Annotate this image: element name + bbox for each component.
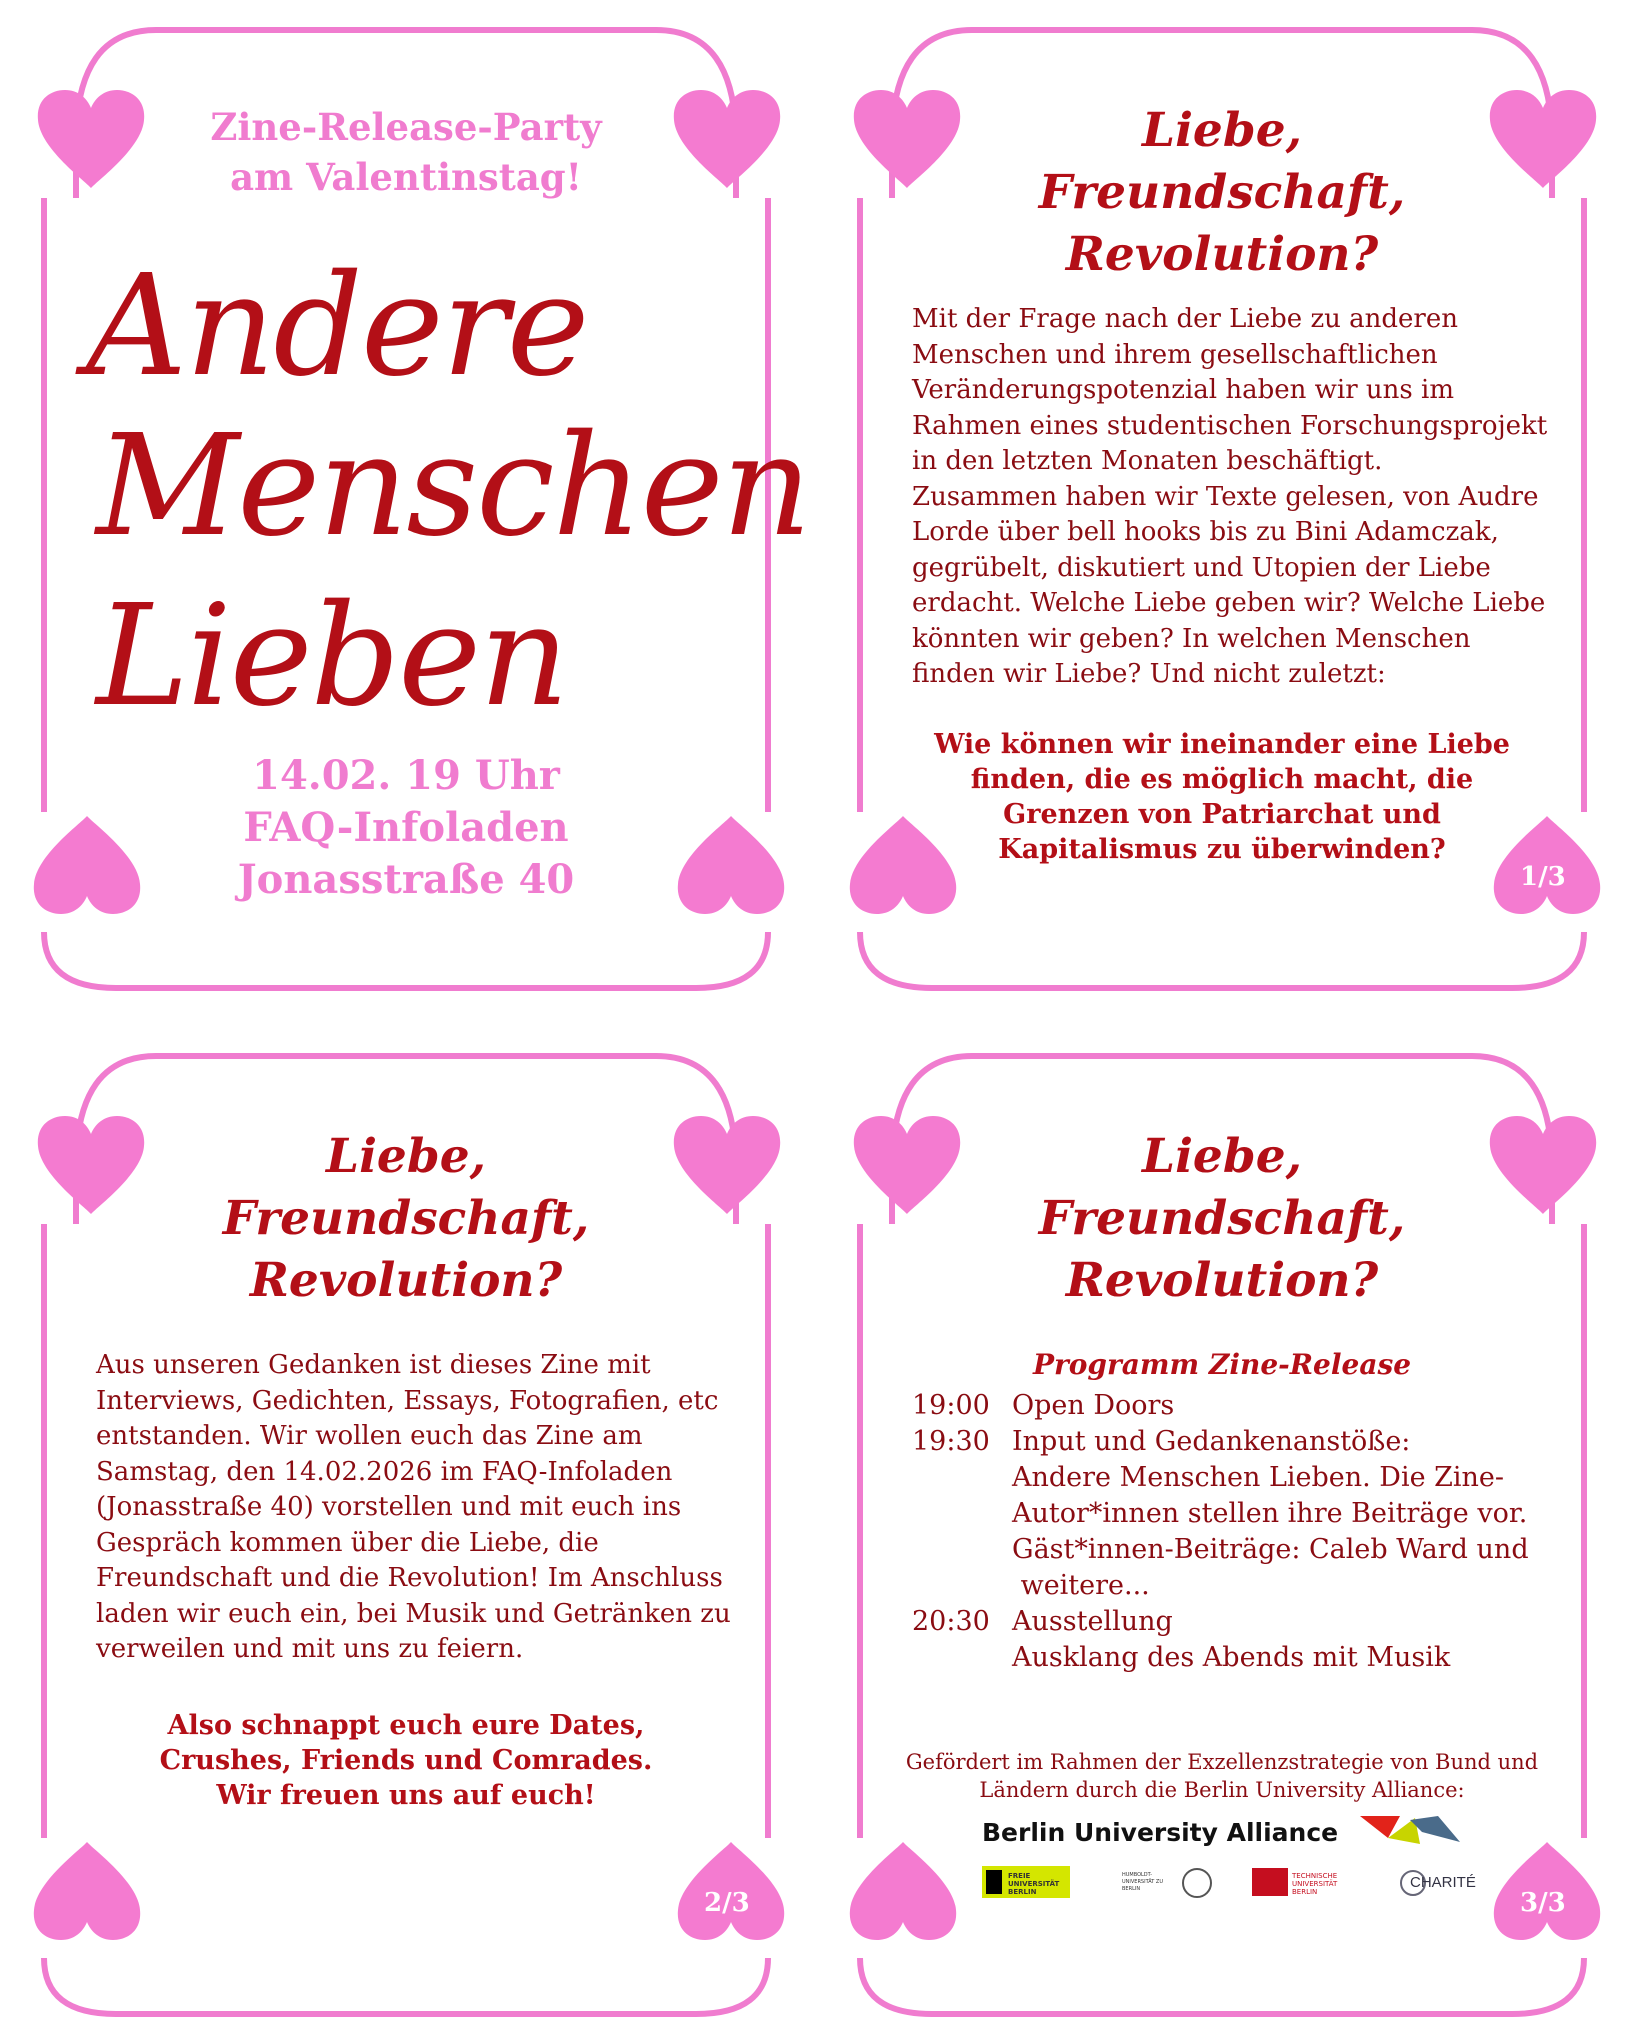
sponsor-note: Gefördert im Rahmen der Exzellenzstrategie von Bund und Ländern durch die Berlin University Alliance: <box>905 1750 1539 1802</box>
script-title-line1: Andere <box>86 245 588 408</box>
program-item: Ausstellung <box>1012 1606 1173 1637</box>
page-number: 3/3 <box>1520 1888 1566 1918</box>
card-program <box>852 1048 1592 2003</box>
card-zine-info <box>36 1048 776 2003</box>
program-time: 19:00 <box>912 1390 990 1421</box>
script-title-line3: Lieben <box>96 575 568 738</box>
logo-berlin-university-alliance: Berlin University Alliance <box>982 1818 1339 1847</box>
program-time: 19:30 <box>912 1426 990 1457</box>
program-time: 20:30 <box>912 1606 990 1637</box>
program-item: weitere... <box>1012 1570 1150 1601</box>
intro-body: Mit der Frage nach der Liebe zu anderen Menschen und ihrem gesellschaftlichen Veränderungspotenzial haben wir uns im Rahmen eines studentischen Forschungsprojekt in den letzten Monaten beschäftigt. Zusammen haben wir Texte gelesen, von Audre Lorde über bell hooks bis zu Bini Adamczak, gegrübelt, diskutiert und Utopien der Liebe erdacht. Welche Liebe geben wir? Welche Liebe könnten wir geben? In welchen Menschen finden wir Liebe? Und nicht zuletzt: <box>912 304 1548 689</box>
seal-icon <box>1182 1868 1212 1898</box>
bua-logo-mark-icon <box>1360 1814 1460 1850</box>
card-intro <box>852 22 1592 977</box>
program-item: Autor*innen stellen ihre Beiträge vor. <box>1012 1498 1528 1529</box>
logo-tu-berlin: TECHNISCHE UNIVERSITÄT BERLIN <box>1252 1866 1362 1898</box>
page-number: 1/3 <box>1520 862 1566 892</box>
logo-charite: CHARITÉ <box>1400 1866 1490 1898</box>
logo-fu-berlin: FREIE UNIVERSITÄT BERLIN <box>982 1866 1070 1898</box>
heart-icon <box>848 1840 958 1940</box>
central-question: Wie können wir ineinander eine Liebe finden, die es möglich macht, die Grenzen von Patriarchat und Kapitalismus zu überwinden? <box>934 729 1510 865</box>
program-item: Gäst*innen-Beiträge: Caleb Ward und <box>1012 1534 1529 1565</box>
event-info <box>36 750 776 906</box>
heading: Liebe, Freundschaft, Revolution? <box>222 1129 590 1308</box>
closing-invitation: Also schnappt euch eure Dates, Crushes, Friends und Comrades. Wir freuen uns auf euch! <box>159 1710 653 1811</box>
script-title-line2: Menschen <box>96 405 810 568</box>
heading: Liebe, Freundschaft, Revolution? <box>1038 1129 1406 1308</box>
logo-hu-berlin: HUMBOLDT-UNIVERSITÄT ZU BERLIN <box>1122 1866 1212 1898</box>
program-item: Ausklang des Abends mit Musik <box>1012 1642 1451 1673</box>
zine-body: Aus unseren Gedanken ist dieses Zine mit Interviews, Gedichten, Essays, Fotografien, etc entstanden. Wir wollen euch das Zine am Samstag, den 14.02.2026 im FAQ-Infoladen (Jonasstraße 40) vorstellen und mit euch ins Gespräch kommen über die Liebe, die Freundschaft und die Revolution! Im Anschluss laden wir euch ein, bei Musik und Getränken zu verweilen und mit uns zu feiern. <box>96 1350 731 1664</box>
program-item: Andere Menschen Lieben. Die Zine- <box>1012 1462 1505 1493</box>
program-item: Open Doors <box>1012 1390 1175 1421</box>
party-title: Zine-Release-Party am Valentinstag! <box>210 105 602 199</box>
event-venue: FAQ-Infoladen <box>243 804 569 851</box>
program-title: Programm Zine-Release <box>1032 1348 1412 1381</box>
program-item: Input und Gedankenanstöße: <box>1012 1426 1411 1457</box>
page-number: 2/3 <box>704 1888 750 1918</box>
card-release-party <box>36 22 810 977</box>
event-date-time: 14.02. 19 Uhr <box>252 752 560 799</box>
event-address: Jonasstraße 40 <box>237 856 575 903</box>
heading: Liebe, Freundschaft, Revolution? <box>1038 103 1406 282</box>
heart-icon <box>32 1840 142 1940</box>
